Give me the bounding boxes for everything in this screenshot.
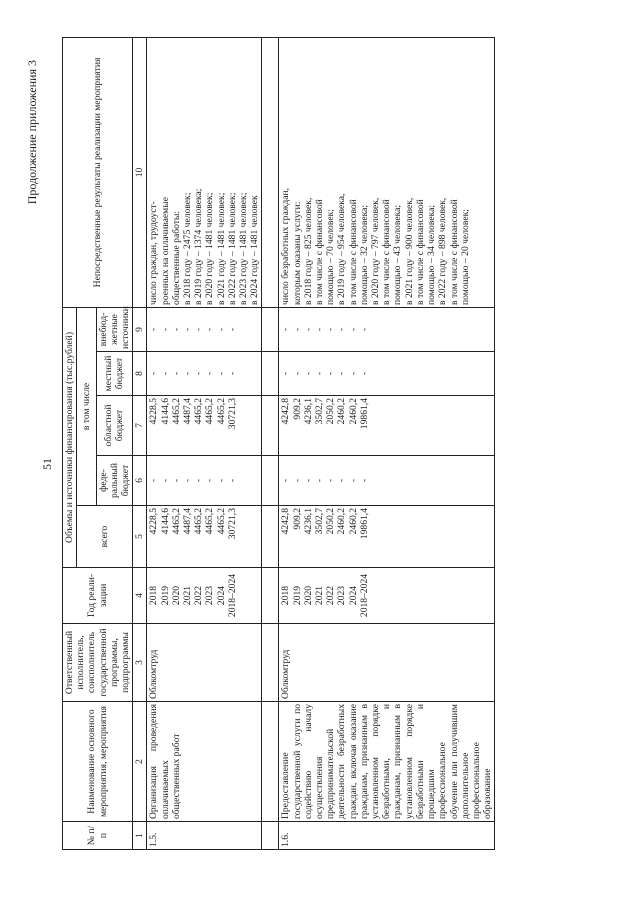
cell-value: 4465,2: [204, 398, 216, 425]
cell-value: 2021: [314, 585, 326, 606]
extra-list: [147, 307, 262, 351]
program-table: [62, 37, 495, 850]
result-line: общественные работы:: [170, 210, 182, 305]
results-text: [147, 37, 262, 307]
cell-value: 4236,1: [302, 398, 314, 425]
cell-value: -: [280, 327, 292, 332]
col-number: 9: [133, 307, 147, 351]
col-number: 8: [133, 352, 147, 396]
cell-value: 30721,3: [226, 508, 238, 540]
cell-value: 4242,8: [280, 508, 292, 535]
col-number: 6: [133, 456, 147, 506]
cell-value: -: [325, 371, 337, 376]
results-text: [279, 37, 495, 307]
cell-value: 4465,2: [193, 398, 205, 425]
col-number: 2: [133, 702, 147, 822]
cell-value: -: [204, 478, 216, 483]
result-line: в 2022 году – 898 человек,: [437, 197, 449, 305]
cell-value: -: [148, 327, 160, 332]
activity-name: Предоставление государственной услуги по содействию началу осуществления предпринимательской деятельности безработных граждан, включая оказание гражданам, признанным в установленном порядке безработными, и гражданам, признанным в установленном порядке безработными и прошедшим профессиональное обучение или получившим дополнительное профессиональное образование: [279, 702, 495, 822]
cell-value: -: [325, 478, 337, 483]
cell-value: 2019: [159, 585, 171, 606]
cell-value: -: [347, 478, 359, 483]
col-number: 10: [133, 37, 147, 307]
cell-value: 19861,4: [358, 508, 370, 540]
result-line: которым оказаны услуги:: [291, 201, 303, 305]
col-number: 4: [133, 568, 147, 624]
cell-value: -: [302, 327, 314, 332]
federal-list: [147, 456, 262, 506]
cell-value: 2018: [280, 585, 292, 606]
cell-value: -: [170, 478, 182, 483]
result-line: роенных на оплачиваемые: [159, 197, 171, 305]
result-line: в 2019 году – 1374 человека;: [193, 188, 205, 305]
cell-value: 2018–2024: [358, 573, 370, 618]
col-number: 1: [133, 822, 147, 850]
header-extra: внебюд-жетные источники: [96, 307, 133, 351]
result-line: помощью – 20 человек;: [459, 209, 471, 305]
header-local: местный бюджет: [96, 352, 133, 396]
regional-list: [147, 396, 262, 456]
result-line: в том числе с финансовой: [347, 199, 359, 305]
cell-value: -: [226, 371, 238, 376]
cell-value: 30721,3: [226, 398, 238, 430]
appendix-title: Продолжение приложения 3: [25, 60, 39, 205]
cell-value: 2020: [170, 585, 182, 606]
cell-value: -: [336, 478, 348, 483]
cell-value: -: [302, 371, 314, 376]
cell-value: 4465,2: [170, 508, 182, 535]
local-list: [279, 352, 495, 396]
cell-value: 2018: [148, 585, 160, 606]
cell-value: -: [325, 327, 337, 332]
cell-value: -: [215, 327, 227, 332]
result-line: в том числе с финансовой: [314, 199, 326, 305]
cell-value: -: [204, 327, 216, 332]
cell-value: 2024: [347, 585, 359, 606]
cell-value: 4144,6: [159, 508, 171, 535]
total-list: [147, 506, 262, 568]
cell-value: 4465,2: [204, 508, 216, 535]
cell-value: 2019: [291, 585, 303, 606]
cell-value: 2022: [193, 585, 205, 606]
result-line: помощью – 32 человека;: [358, 204, 370, 305]
cell-value: 909,2: [291, 508, 303, 530]
result-line: в 2020 году – 797 человек,: [370, 197, 382, 305]
result-line: помощью – 70 человек;: [325, 209, 337, 305]
cell-value: -: [148, 478, 160, 483]
year-list: [147, 568, 262, 624]
cell-value: -: [336, 327, 348, 332]
cell-value: 2050,2: [325, 398, 337, 425]
cell-value: -: [170, 327, 182, 332]
cell-value: -: [226, 478, 238, 483]
cell-value: -: [193, 478, 205, 483]
cell-value: 2023: [204, 585, 216, 606]
cell-value: 4144,6: [159, 398, 171, 425]
cell-value: 2460,2: [347, 508, 359, 535]
cell-value: -: [182, 478, 194, 483]
cell-value: -: [159, 371, 171, 376]
result-line: в 2018 году – 2475 человек;: [182, 192, 194, 305]
cell-value: -: [314, 371, 326, 376]
total-list: [279, 506, 495, 568]
result-line: в 2019 году – 954 человека,: [336, 193, 348, 305]
cell-value: 2023: [336, 585, 348, 606]
row-number: 1.5.: [147, 822, 262, 850]
cell-value: -: [215, 371, 227, 376]
header-regional: областной бюджет: [96, 396, 133, 456]
col-number: 3: [133, 624, 147, 702]
result-line: в 2024 году – 1481 человек: [249, 195, 261, 305]
result-line: в том числе с финансовой: [448, 199, 460, 305]
result-line: в 2023 году – 1481 человек;: [238, 192, 250, 305]
result-line: число безработных граждан,: [280, 187, 292, 305]
cell-value: -: [291, 478, 303, 483]
result-line: помощью – 34 человека;: [426, 204, 438, 305]
cell-value: -: [314, 327, 326, 332]
cell-value: 4236,1: [302, 508, 314, 535]
cell-value: -: [170, 371, 182, 376]
page-number: 51: [40, 458, 54, 470]
cell-value: -: [193, 327, 205, 332]
table-row: [147, 37, 262, 849]
cell-value: -: [302, 478, 314, 483]
row-number: 1.6.: [279, 822, 495, 850]
year-list: [279, 568, 495, 624]
cell-value: 2020: [302, 585, 314, 606]
cell-value: -: [204, 371, 216, 376]
cell-value: -: [193, 371, 205, 376]
result-line: число граждан, трудоуст-: [148, 201, 160, 305]
result-line: в 2021 году – 900 человек,: [403, 197, 415, 305]
cell-value: -: [358, 327, 370, 332]
cell-value: -: [159, 327, 171, 332]
cell-value: -: [182, 327, 194, 332]
cell-value: 4465,2: [193, 508, 205, 535]
cell-value: 2021: [182, 585, 194, 606]
cell-value: -: [159, 478, 171, 483]
federal-list: [279, 456, 495, 506]
cell-value: 4465,2: [215, 398, 227, 425]
cell-value: 2024: [215, 585, 227, 606]
header-executor: Ответственный исполнитель, соисполнитель государственной программы, подпрограммы: [63, 624, 133, 702]
local-list: [147, 352, 262, 396]
result-line: в том числе с финансовой: [381, 199, 393, 305]
cell-value: -: [280, 371, 292, 376]
cell-value: 2022: [325, 585, 337, 606]
cell-value: -: [215, 478, 227, 483]
extra-list: [279, 307, 495, 351]
header-federal: феде-ральный бюджет: [96, 456, 133, 506]
header-name: Наименование основного мероприятия, мероприятия: [63, 702, 133, 822]
cell-value: -: [280, 478, 292, 483]
header-total: всего: [77, 506, 133, 568]
cell-value: 909,2: [291, 398, 303, 420]
cell-value: -: [226, 327, 238, 332]
cell-value: -: [291, 327, 303, 332]
result-line: в 2020 году – 1481 человек;: [204, 192, 216, 305]
cell-value: 2460,2: [336, 398, 348, 425]
cell-value: 2018–2024: [226, 573, 238, 618]
result-line: в 2018 году – 825 человек,: [302, 197, 314, 305]
header-year: Год реали-зации: [63, 568, 133, 624]
cell-value: 19861,4: [358, 398, 370, 430]
cell-value: -: [182, 371, 194, 376]
cell-value: 4228,5: [148, 398, 160, 425]
cell-value: -: [336, 371, 348, 376]
cell-value: -: [358, 371, 370, 376]
cell-value: 2460,2: [336, 508, 348, 535]
cell-value: -: [347, 327, 359, 332]
cell-value: 4465,2: [215, 508, 227, 535]
cell-value: 4487,4: [182, 508, 194, 535]
cell-value: -: [358, 478, 370, 483]
header-num: № п/п: [63, 822, 133, 850]
executor: Облкомтруд: [147, 624, 262, 702]
regional-list: [279, 396, 495, 456]
cell-value: 2050,2: [325, 508, 337, 535]
cell-value: 4465,2: [170, 398, 182, 425]
cell-value: -: [314, 478, 326, 483]
cell-value: -: [347, 371, 359, 376]
col-number: 7: [133, 396, 147, 456]
cell-value: 2460,2: [347, 398, 359, 425]
result-line: в 2021 году – 1481 человек;: [215, 192, 227, 305]
result-line: в 2022 году – 1481 человек;: [226, 192, 238, 305]
cell-value: 3502,7: [314, 398, 326, 425]
activity-name: Организация проведения оплачиваемых общественных работ: [147, 702, 262, 822]
header-incl: в том числе: [77, 307, 96, 505]
cell-value: 3502,7: [314, 508, 326, 535]
executor: Облкомтруд: [279, 624, 495, 702]
header-funding: Объемы и источники финансирования (тыс.рублей): [63, 307, 77, 567]
col-number: 5: [133, 506, 147, 568]
result-line: в том числе с финансовой: [414, 199, 426, 305]
cell-value: -: [148, 371, 160, 376]
cell-value: 4487,4: [182, 398, 194, 425]
cell-value: 4242,8: [280, 398, 292, 425]
result-line: помощью – 43 человека;: [392, 204, 404, 305]
cell-value: -: [291, 371, 303, 376]
table-row: [279, 37, 495, 849]
cell-value: 4228,5: [148, 508, 160, 535]
header-results: Непосредственные результаты реализации мероприятия: [63, 37, 133, 307]
